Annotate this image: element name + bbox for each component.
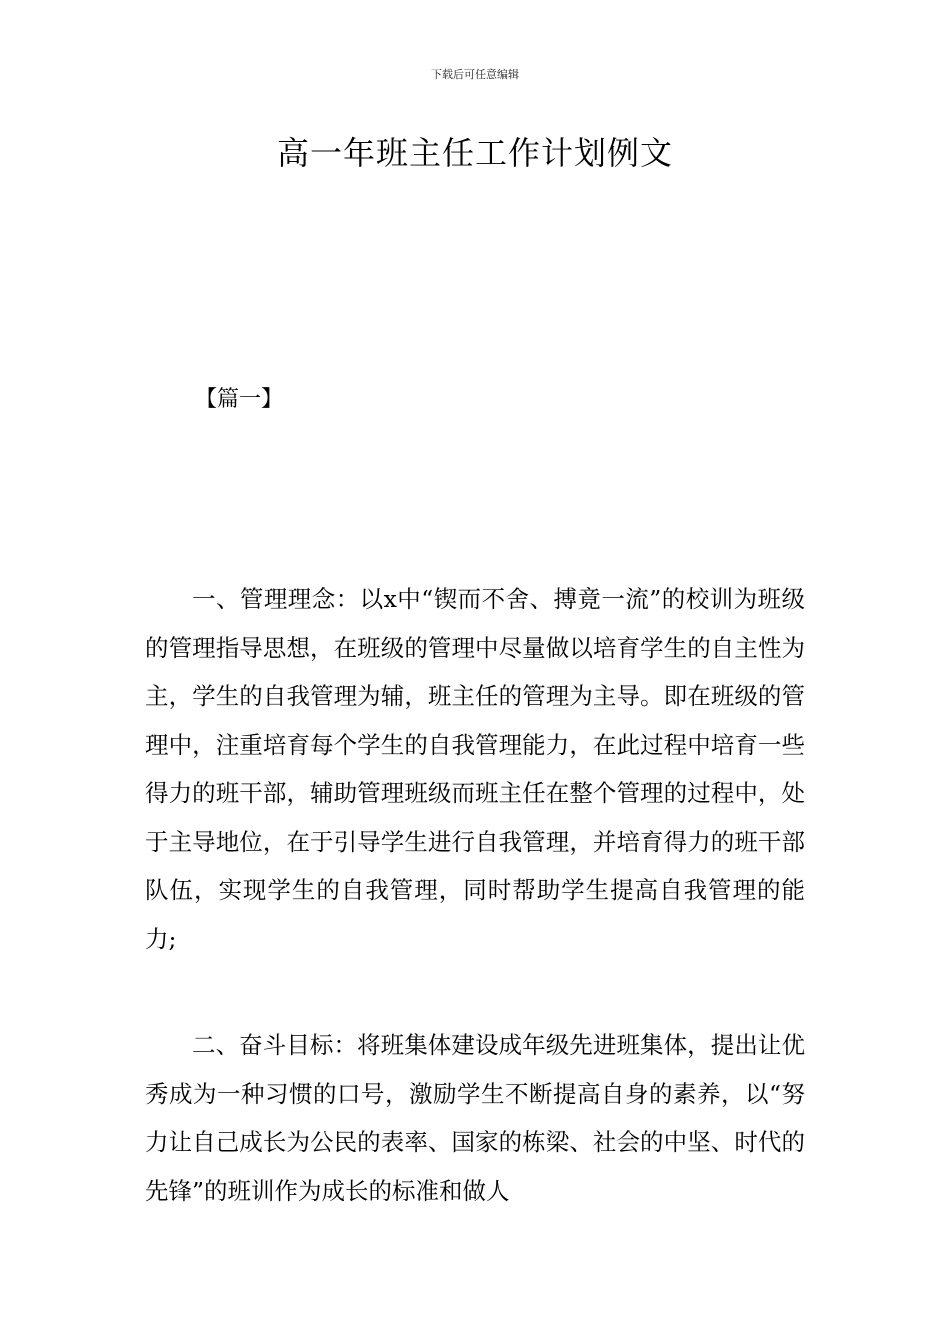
- paragraph-management-philosophy: 一、管理理念：以x中“锲而不舍、搏竟一流”的校训为班级的管理指导思想，在班级的管理中尽量做以培育学生的自主性为主，学生的自我管理为辅，班主任的管理为主导。即在班级的管理中，注重培育每个学生的自我管理能力，在此过程中培育一些得力的班干部，辅助管理班级而班主任在整个管理的过程中，处于主导地位，在于引导学生进行自我管理，并培育得力的班干部队伍，实现学生的自我管理，同时帮助学生提高自我管理的能力;: [145, 585, 805, 953]
- section-mark: 【篇一】: [195, 387, 284, 412]
- paragraph-goals: 二、奋斗目标：将班集体建设成年级先进班集体，提出让优秀成为一种习惯的口号，激励学生不断提高自身的素养，以“努力让自己成长为公民的表率、国家的栋梁、社会的中坚、时代的先锋”的班训作为成长的标准和做人: [145, 1031, 805, 1205]
- document-title: 高一年班主任工作计划例文: [276, 134, 673, 172]
- header-note: 下载后可任意编辑: [431, 68, 519, 81]
